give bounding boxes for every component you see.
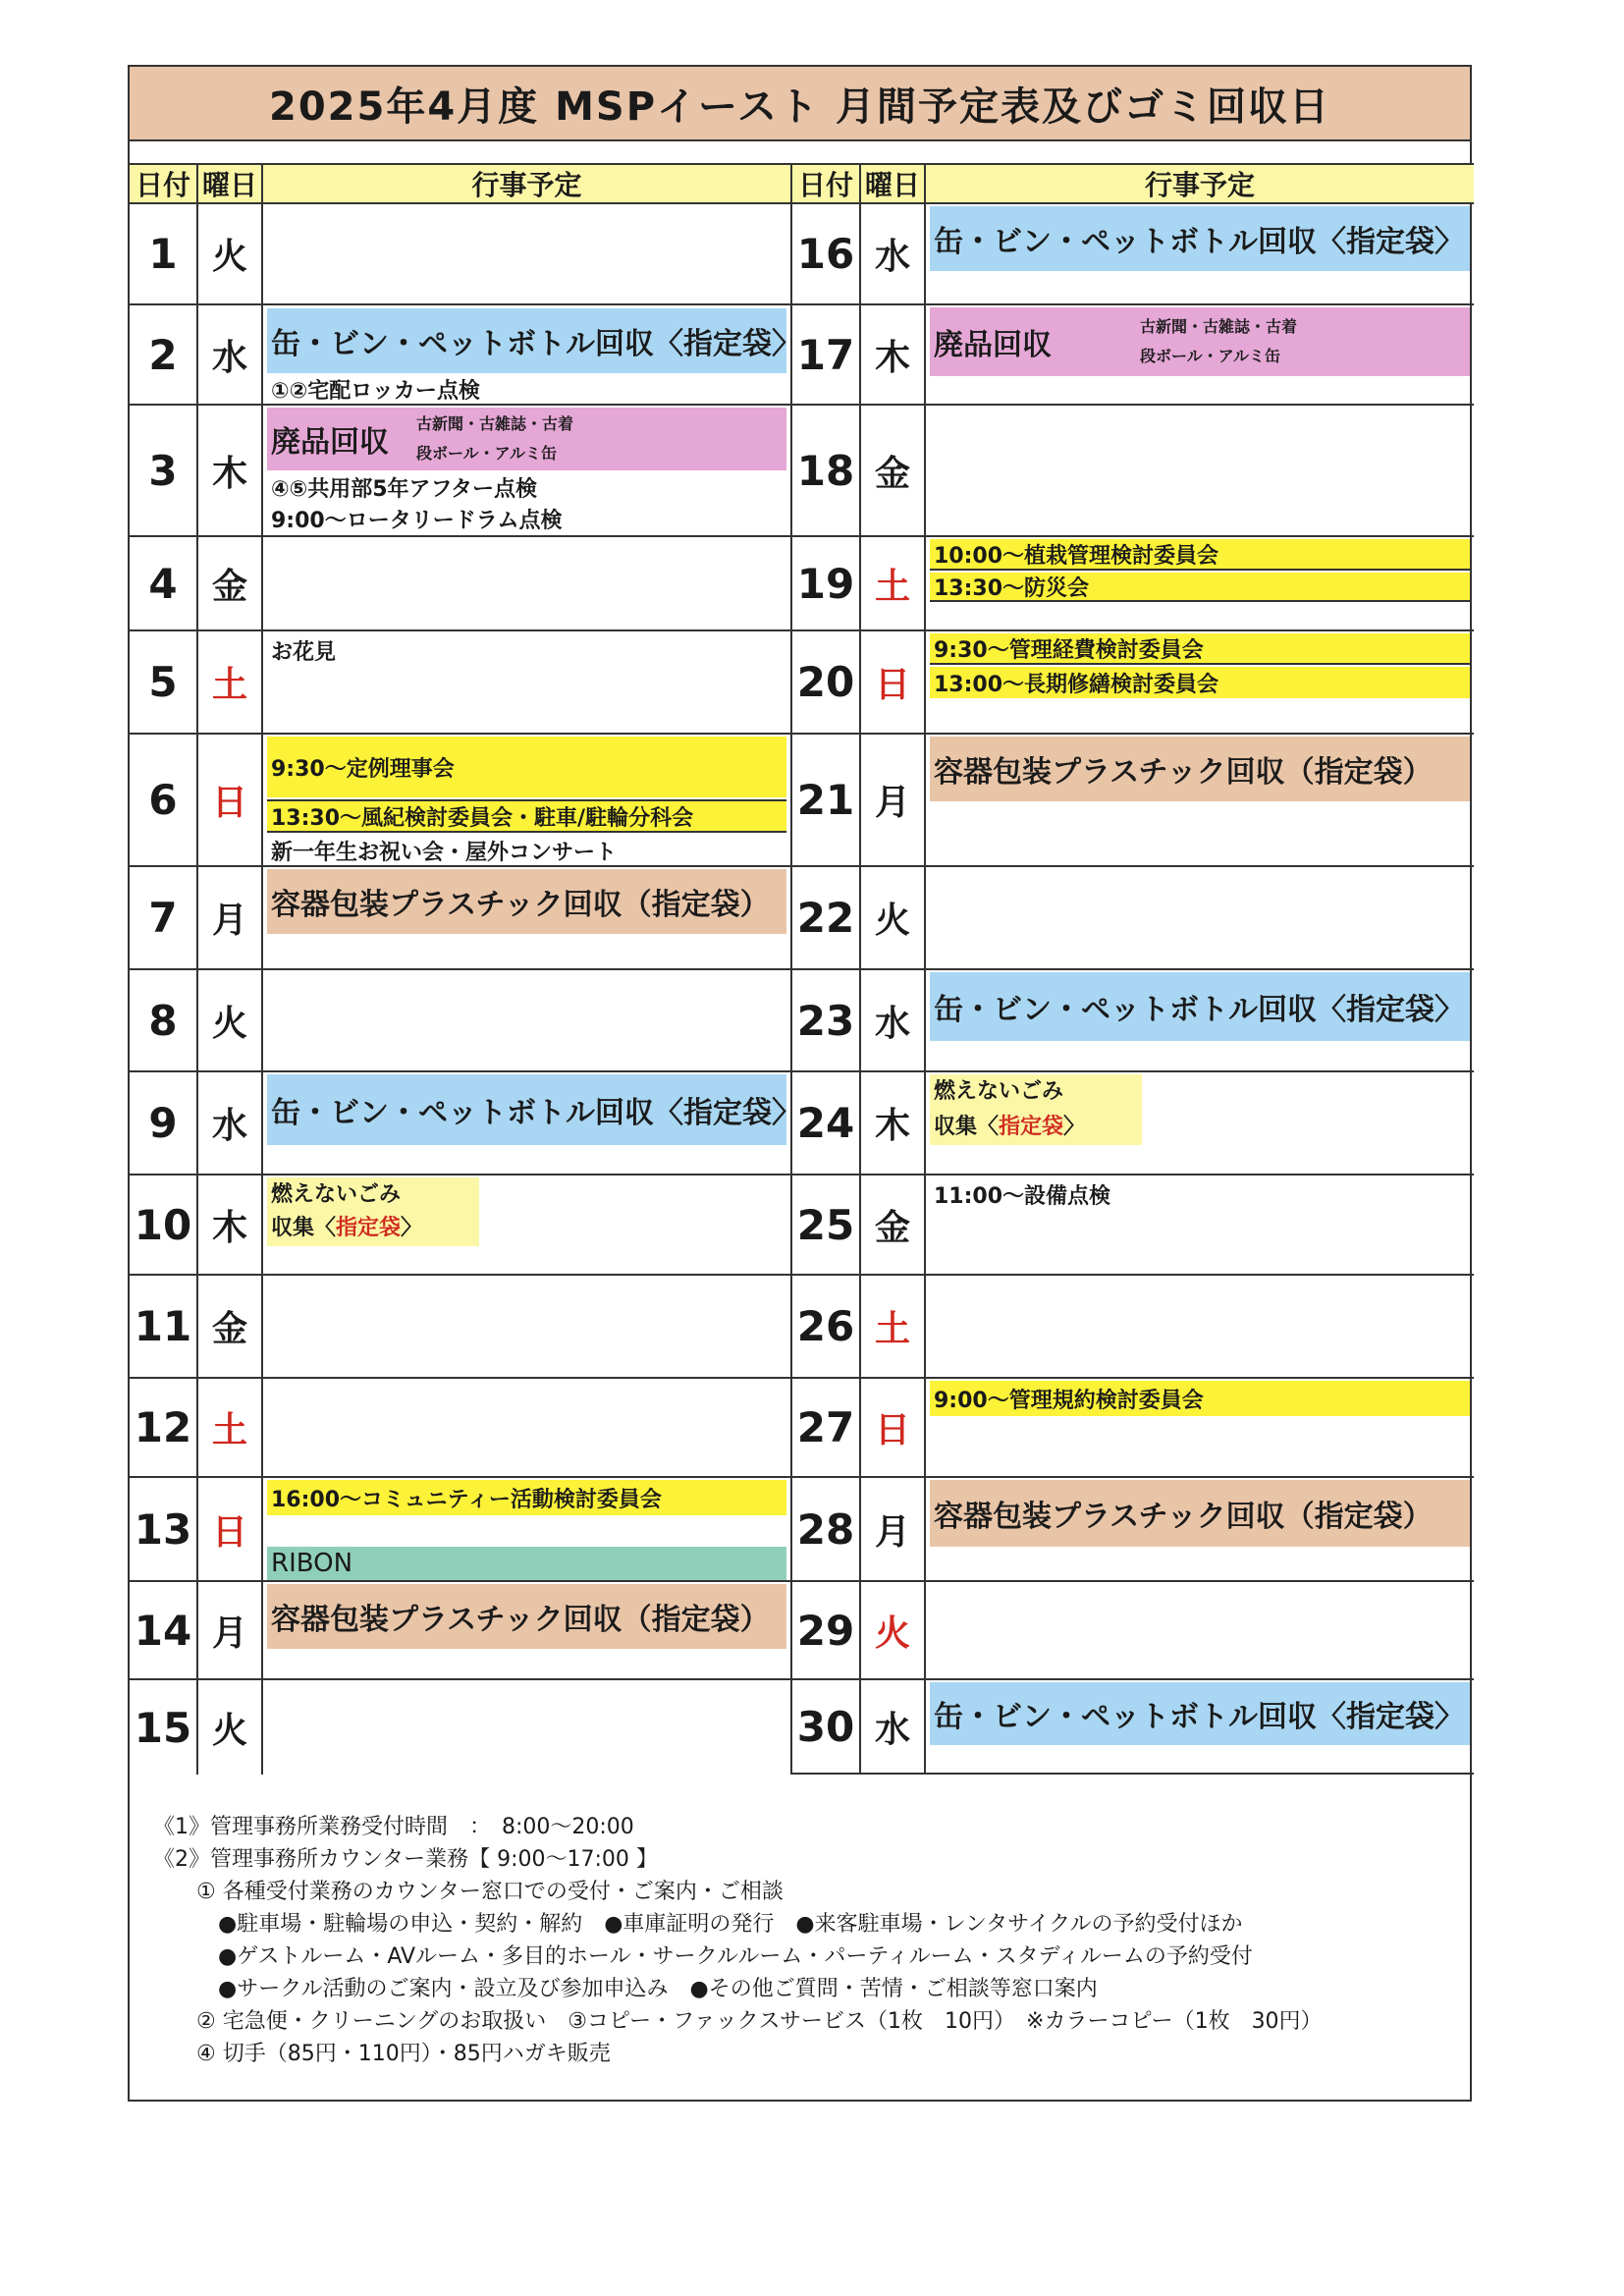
weekday: 水: [198, 1072, 263, 1174]
day-row: [792, 735, 1474, 867]
header-weekday: 曜日: [861, 165, 926, 202]
event-highlight: 16:00～コミュニティー活動検討委員会: [267, 1480, 786, 1515]
header-events: 行事予定: [263, 165, 792, 202]
day-number: 17: [792, 305, 861, 404]
event-cell: [263, 1072, 801, 1174]
day-number: 24: [792, 1072, 861, 1174]
day-number: 12: [130, 1379, 198, 1476]
header-date: 日付: [130, 165, 198, 202]
ribon-event: RIBON: [267, 1547, 786, 1580]
event-cell: [926, 1379, 1474, 1476]
day-row: [792, 1680, 1474, 1775]
day-number: 9: [130, 1072, 198, 1174]
can-bottle-collection: 缶・ビン・ペットボトル回収〈指定袋〉: [930, 206, 1470, 271]
event-cell: [263, 631, 792, 733]
header-date: 日付: [792, 165, 861, 202]
table-header: [130, 163, 792, 204]
day-number: 22: [792, 867, 861, 968]
day-row: [792, 406, 1474, 537]
day-row: [130, 204, 792, 305]
event-cell: [926, 1478, 1474, 1580]
weekday: 火: [198, 1680, 263, 1775]
day-row: [130, 1072, 801, 1175]
event-highlight: 13:30～防災会: [930, 573, 1470, 602]
weekday: 土: [198, 631, 263, 733]
recycling-label: 廃品回収: [934, 328, 1052, 362]
can-bottle-collection: 缶・ビン・ペットボトル回収〈指定袋〉: [930, 1682, 1470, 1745]
day-row: [792, 1072, 1474, 1175]
day-row: [130, 867, 792, 970]
weekday: 木: [861, 305, 926, 404]
event-highlight: 9:30～管理経費検討委員会: [930, 633, 1470, 665]
day-number: 6: [130, 735, 198, 865]
day-number: 7: [130, 867, 198, 968]
day-number: 28: [792, 1478, 861, 1580]
event-cell: [926, 970, 1474, 1070]
footer-line: ② 宅急便・クリーニングのお取扱い ③コピー・ファックスサービス（1枚 10円） ※カラーコピー（1枚 30円）: [153, 2009, 1323, 2034]
day-row: [130, 735, 792, 867]
recycling-collection: [930, 307, 1470, 376]
event-cell: [926, 537, 1474, 629]
bag-suffix: 〉: [1063, 1115, 1086, 1139]
day-row: [130, 1680, 792, 1775]
non-burnable-collection: [267, 1177, 479, 1246]
weekday: 日: [198, 1478, 263, 1580]
day-number: 8: [130, 970, 198, 1070]
event-cell: [926, 305, 1474, 404]
event-cell: [263, 867, 792, 968]
can-bottle-collection: 缶・ビン・ペットボトル回収〈指定袋〉: [267, 1074, 786, 1145]
event-highlight: 10:00～植栽管理検討委員会: [930, 539, 1470, 571]
day-row: [130, 1582, 792, 1680]
page-title: 2025年4月度 MSPイースト 月間予定表及びゴミ回収日: [130, 67, 1470, 141]
day-number: 11: [130, 1276, 198, 1377]
day-row: [130, 406, 792, 537]
day-row: [130, 537, 792, 631]
weekday: 水: [861, 970, 926, 1070]
recycling-detail-2: 段ボール・アルミ缶: [1140, 347, 1281, 365]
weekday: 水: [861, 1680, 926, 1773]
day-number: 27: [792, 1379, 861, 1476]
event-cell: [926, 1582, 1474, 1678]
day-number: 25: [792, 1175, 861, 1274]
event-cell: [263, 970, 792, 1070]
day-number: 18: [792, 406, 861, 535]
day-row: [792, 970, 1474, 1072]
event-text: 11:00～設備点検: [934, 1184, 1111, 1209]
header-events: 行事予定: [926, 165, 1474, 202]
event-highlight: 13:00～長期修繕検討委員会: [930, 667, 1470, 698]
day-row: [130, 631, 792, 735]
event-text: 新一年生お祝い会・屋外コンサート: [271, 841, 618, 865]
day-number: 16: [792, 204, 861, 303]
weekday: 金: [861, 1175, 926, 1274]
recycling-detail: [416, 410, 573, 468]
bag-prefix: 収集〈: [271, 1216, 337, 1240]
weekday: 水: [861, 204, 926, 303]
weekday: 金: [198, 537, 263, 629]
can-bottle-collection: 缶・ビン・ペットボトル回収〈指定袋〉: [267, 308, 786, 373]
day-row: [792, 1276, 1474, 1379]
event-text: ①②宅配ロッカー点検: [271, 379, 480, 404]
footer-line: ●ゲストルーム・AVルーム・多目的ホール・サークルルーム・パーティルーム・スタディルームの予約受付: [153, 1944, 1253, 1969]
right-column: [792, 163, 1474, 1775]
event-cell: [926, 406, 1474, 535]
weekday: 土: [861, 1276, 926, 1377]
day-row: [130, 1379, 792, 1478]
non-burnable-label: 燃えないごみ: [934, 1079, 1064, 1104]
event-cell: [263, 537, 792, 629]
day-row: [130, 970, 792, 1072]
event-cell: [263, 305, 801, 404]
event-text: 9:00～ロータリードラム点検: [271, 509, 563, 533]
event-cell: [926, 1175, 1474, 1274]
day-number: 1: [130, 204, 198, 303]
day-number: 26: [792, 1276, 861, 1377]
day-row: [130, 305, 801, 406]
weekday: 水: [198, 305, 263, 404]
day-number: 21: [792, 735, 861, 865]
day-number: 4: [130, 537, 198, 629]
event-cell: [926, 1276, 1474, 1377]
can-bottle-collection: 缶・ビン・ペットボトル回収〈指定袋〉: [930, 972, 1470, 1041]
event-text: お花見: [271, 640, 337, 665]
footer-line: 《2》管理事務所カウンター業務【 9:00～17:00 】: [153, 1847, 658, 1872]
day-number: 29: [792, 1582, 861, 1678]
event-highlight: 9:30～定例理事会: [267, 737, 786, 797]
event-cell: [263, 1582, 792, 1678]
weekday: 月: [861, 1478, 926, 1580]
day-number: 14: [130, 1582, 198, 1678]
recycling-collection: [267, 408, 786, 470]
non-burnable-label: 燃えないごみ: [271, 1182, 402, 1207]
day-row: [792, 1379, 1474, 1478]
weekday: 日: [198, 735, 263, 865]
day-row: [792, 1175, 1474, 1276]
event-cell: [263, 1680, 792, 1775]
weekday: 木: [198, 1175, 263, 1274]
event-text: ④⑤共用部5年アフター点検: [271, 477, 538, 502]
day-row: [130, 1276, 792, 1379]
footer-line: ●サークル活動のご案内・設立及び参加申込み ●その他ご質問・苦情・ご相談等窓口案内: [153, 1977, 1098, 2001]
plastic-collection: 容器包装プラスチック回収（指定袋）: [930, 1480, 1470, 1547]
day-number: 15: [130, 1680, 198, 1775]
day-number: 19: [792, 537, 861, 629]
day-row: [130, 1175, 792, 1276]
weekday: 土: [861, 537, 926, 629]
event-cell: [263, 406, 792, 535]
event-cell: [263, 1478, 792, 1580]
event-cell: [263, 1379, 792, 1476]
schedule-sheet: [128, 65, 1472, 2102]
designated-bag: 指定袋: [336, 1216, 402, 1240]
footer-line: 《1》管理事務所業務受付時間 ： 8:00～20:00: [153, 1815, 634, 1839]
day-number: 23: [792, 970, 861, 1070]
weekday: 木: [861, 1072, 926, 1174]
designated-bag: 指定袋: [999, 1115, 1064, 1139]
day-row: [792, 1582, 1474, 1680]
day-row: [130, 1478, 792, 1582]
weekday: 金: [861, 406, 926, 535]
non-burnable-bag: [271, 1212, 422, 1245]
recycling-detail-2: 段ボール・アルミ缶: [416, 444, 558, 463]
weekday: 月: [198, 867, 263, 968]
header-weekday: 曜日: [198, 165, 263, 202]
recycling-detail-1: 古新聞・古雑誌・古着: [1140, 317, 1298, 336]
weekday: 木: [198, 406, 263, 535]
event-cell: [926, 735, 1474, 865]
non-burnable-bag: [934, 1110, 1085, 1145]
footer-line: ●駐車場・駐輪場の申込・契約・解約 ●車庫証明の発行 ●来客駐車場・レンタサイクルの予約受付ほか: [153, 1912, 1243, 1937]
event-cell: [263, 735, 792, 865]
weekday: 火: [198, 970, 263, 1070]
event-highlight: 13:30～風紀検討委員会・駐車/駐輪分科会: [267, 799, 786, 833]
event-cell: [263, 1276, 792, 1377]
weekday: 土: [198, 1379, 263, 1476]
left-column: [130, 163, 801, 1775]
day-row: [792, 631, 1474, 735]
event-cell: [263, 1175, 792, 1274]
day-number: 3: [130, 406, 198, 535]
bag-suffix: 〉: [401, 1216, 423, 1240]
non-burnable-collection: [930, 1074, 1142, 1145]
weekday: 金: [198, 1276, 263, 1377]
recycling-label: 廃品回収: [271, 425, 389, 460]
recycling-detail: [1140, 312, 1297, 371]
weekday: 火: [861, 1582, 926, 1678]
plastic-collection: 容器包装プラスチック回収（指定袋）: [930, 737, 1470, 801]
event-cell: [926, 631, 1474, 733]
table-header: [792, 163, 1474, 204]
footer-line: ① 各種受付業務のカウンター窓口での受付・ご案内・ご相談: [153, 1880, 784, 1904]
plastic-collection: 容器包装プラスチック回収（指定袋）: [267, 869, 786, 934]
weekday: 月: [861, 735, 926, 865]
weekday: 火: [198, 204, 263, 303]
event-cell: [926, 204, 1474, 303]
day-row: [792, 537, 1474, 631]
event-cell: [926, 1072, 1474, 1174]
day-row: [792, 305, 1474, 406]
day-row: [792, 204, 1474, 305]
event-cell: [263, 204, 792, 303]
bag-prefix: 収集〈: [934, 1115, 1000, 1139]
weekday: 日: [861, 1379, 926, 1476]
event-cell: [926, 867, 1474, 968]
day-number: 2: [130, 305, 198, 404]
day-number: 13: [130, 1478, 198, 1580]
day-row: [792, 867, 1474, 970]
weekday: 月: [198, 1582, 263, 1678]
day-number: 30: [792, 1680, 861, 1773]
plastic-collection: 容器包装プラスチック回収（指定袋）: [267, 1584, 786, 1649]
day-number: 10: [130, 1175, 198, 1274]
recycling-detail-1: 古新聞・古雑誌・古着: [416, 414, 574, 433]
footer-notes: [153, 1811, 1323, 2070]
footer-line: ④ 切手（85円・110円）・85円ハガキ販売: [153, 2042, 611, 2066]
day-number: 5: [130, 631, 198, 733]
event-cell: [926, 1680, 1474, 1773]
day-row: [792, 1478, 1474, 1582]
event-highlight: 9:00～管理規約検討委員会: [930, 1381, 1470, 1416]
weekday: 日: [861, 631, 926, 733]
weekday: 火: [861, 867, 926, 968]
day-number: 20: [792, 631, 861, 733]
